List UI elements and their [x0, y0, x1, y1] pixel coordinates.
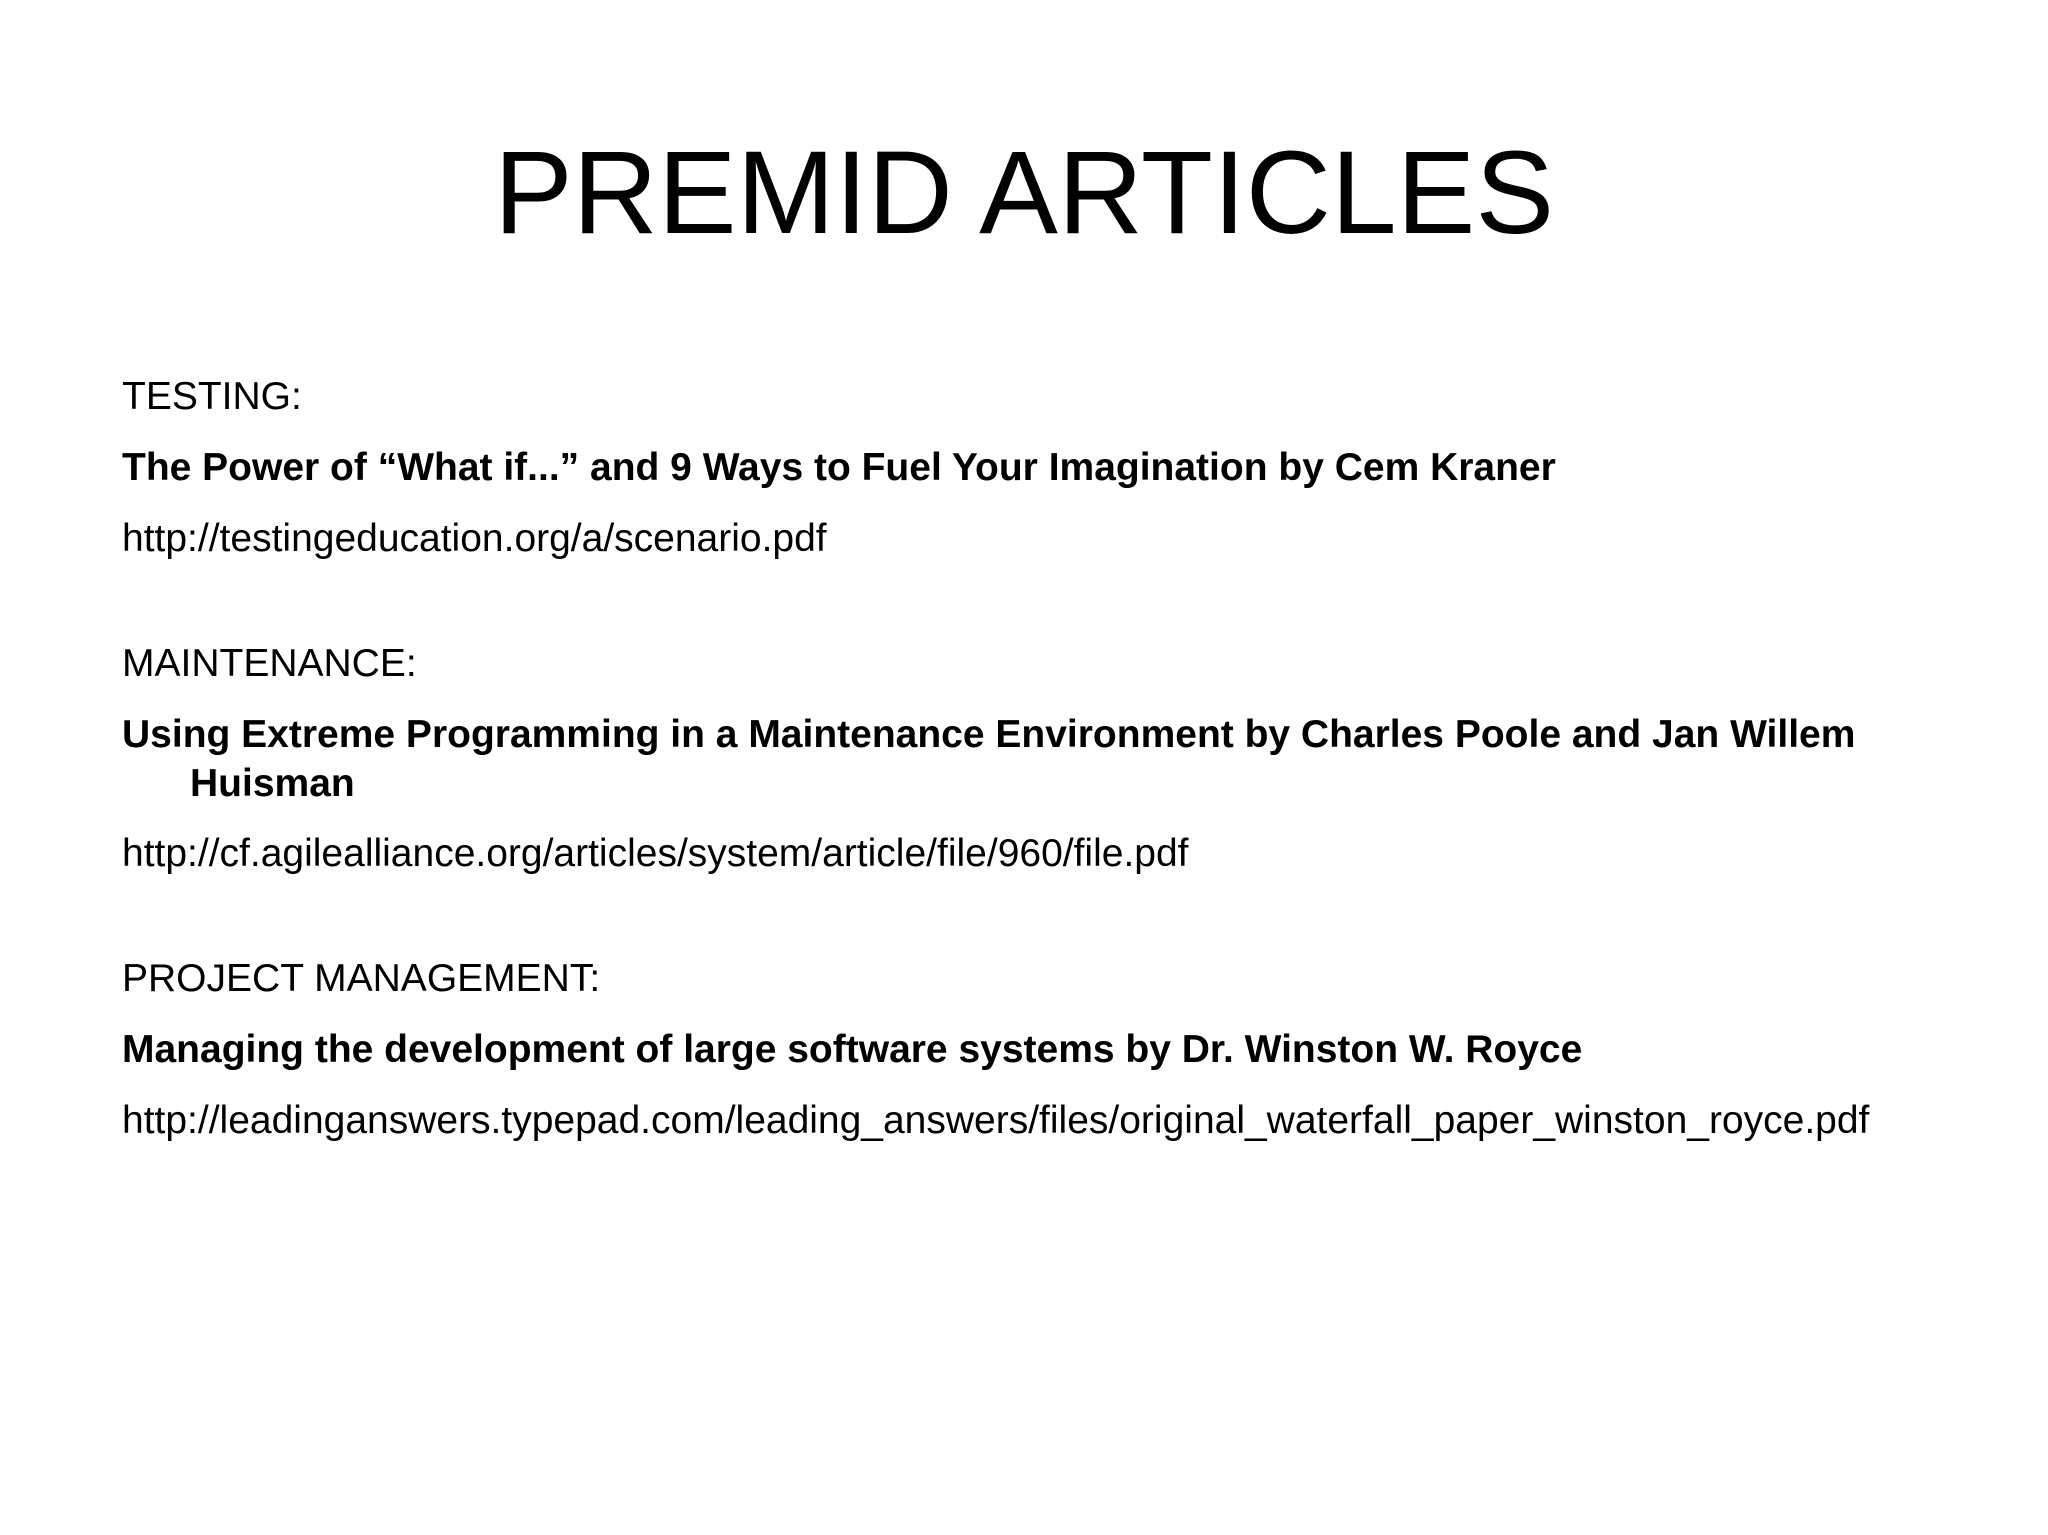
section-label-maintenance: MAINTENANCE:: [122, 642, 417, 685]
article-url-testing[interactable]: http://testingeducation.org/a/scenario.pdf: [122, 517, 827, 560]
article-url-project-management[interactable]: http://leadinganswers.typepad.com/leading_answers/files/original_waterfall_paper_winston_royce.pdf: [122, 1099, 1870, 1142]
article-title-project-management: Managing the development of large software systems by Dr. Winston W. Royce: [122, 1028, 1583, 1071]
article-title-testing: The Power of “What if...” and 9 Ways to Fuel Your Imagination by Cem Kraner: [122, 446, 1556, 489]
article-url-maintenance[interactable]: http://cf.agilealliance.org/articles/system/article/file/960/file.pdf: [122, 832, 1189, 875]
section-label-project-management: PROJECT MANAGEMENT:: [122, 957, 601, 1000]
section-project-management: [122, 954, 1952, 1145]
section-label-testing: TESTING:: [122, 375, 302, 418]
slide-content: [122, 372, 1952, 1207]
article-title-maintenance: Using Extreme Programming in a Maintenance Environment by Charles Poole and Jan Willem Huisman: [122, 713, 1856, 805]
section-testing: [122, 372, 1952, 564]
section-maintenance: [122, 639, 1952, 879]
slide-title: PREMID ARTICLES: [493, 127, 1555, 259]
